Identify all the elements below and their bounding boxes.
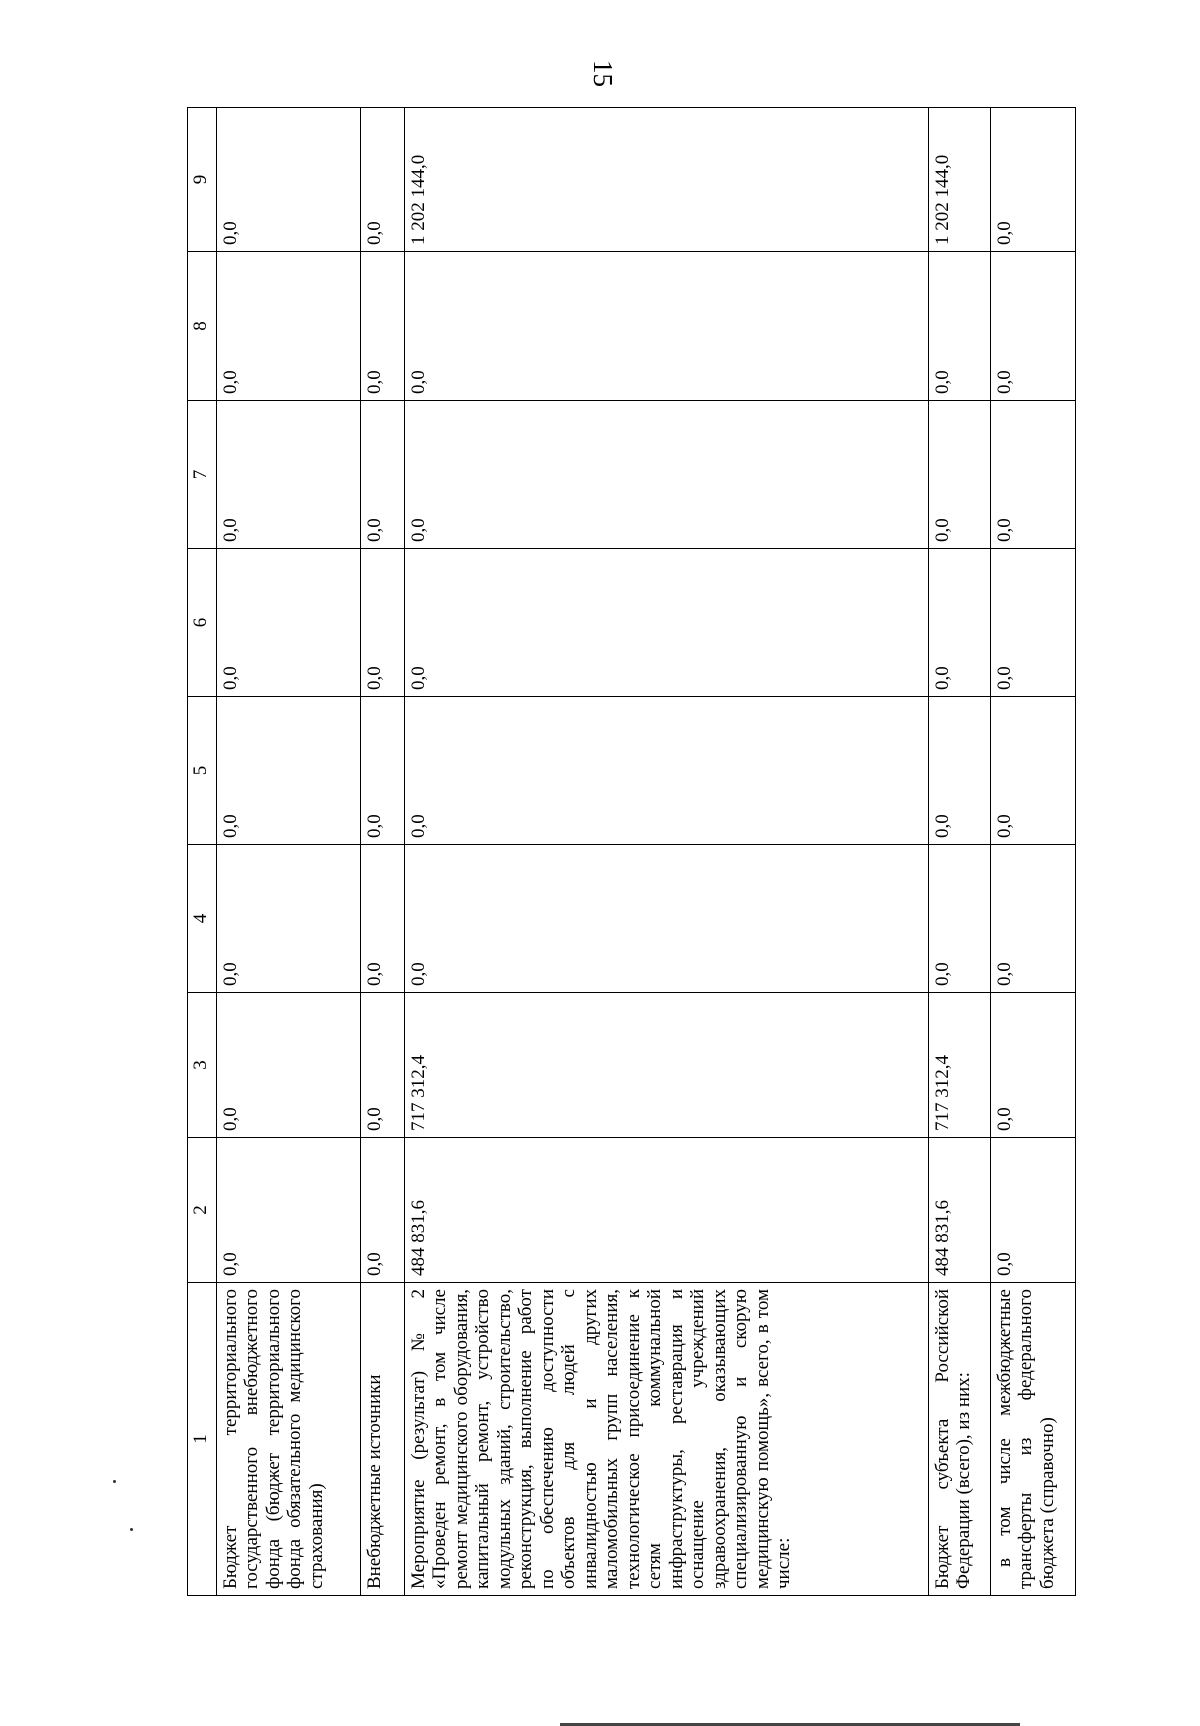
table-cell: 0,0 xyxy=(405,845,929,993)
table-row xyxy=(361,108,405,1596)
table-cell: 0,0 xyxy=(361,697,405,845)
table-cell: 0,0 xyxy=(217,252,361,401)
table-cell: 0,0 xyxy=(217,993,361,1138)
column-header: 5 xyxy=(188,697,217,845)
table-cell: 484 831,6 xyxy=(929,1138,991,1283)
table-cell: 0,0 xyxy=(361,845,405,993)
table-cell: 0,0 xyxy=(361,1138,405,1283)
table-cell: 0,0 xyxy=(361,993,405,1138)
table-cell: 0,0 xyxy=(929,697,991,845)
table-header-row xyxy=(188,108,217,1596)
row-label: Бюджет территориального государственного внебюджетного фонда (бюджет территориального фонда обязательного медицинского страхования) xyxy=(217,1283,361,1596)
table-cell: 0,0 xyxy=(217,108,361,252)
scan-speck xyxy=(113,1480,116,1483)
row-label: в том числе межбюджетные трансферты из федерального бюджета (справочно) xyxy=(991,1283,1076,1596)
table-cell: 0,0 xyxy=(991,1138,1076,1283)
column-header: 4 xyxy=(188,845,217,993)
rotated-table-container xyxy=(187,108,1072,1596)
table-cell: 717 312,4 xyxy=(405,993,929,1138)
table-cell: 0,0 xyxy=(405,697,929,845)
table-cell: 717 312,4 xyxy=(929,993,991,1138)
table-cell: 0,0 xyxy=(217,401,361,549)
page-number: 15 xyxy=(588,60,618,87)
table-row xyxy=(991,108,1076,1596)
table-cell: 0,0 xyxy=(929,549,991,697)
table-cell: 484 831,6 xyxy=(405,1138,929,1283)
table-cell: 0,0 xyxy=(361,108,405,252)
column-header: 7 xyxy=(188,401,217,549)
table-cell: 0,0 xyxy=(361,252,405,401)
table-row xyxy=(929,108,991,1596)
table-cell: 0,0 xyxy=(929,845,991,993)
table-cell: 0,0 xyxy=(991,845,1076,993)
row-label: Бюджет субъекта Российской Федерации (всего), из них: xyxy=(929,1283,991,1596)
table-cell: 0,0 xyxy=(405,401,929,549)
column-header: 9 xyxy=(188,108,217,252)
column-header: 8 xyxy=(188,252,217,401)
table-cell: 0,0 xyxy=(361,401,405,549)
table-cell: 0,0 xyxy=(405,549,929,697)
table-cell: 0,0 xyxy=(217,697,361,845)
budget-table xyxy=(187,107,1076,1596)
table-cell: 0,0 xyxy=(929,252,991,401)
column-header: 3 xyxy=(188,993,217,1138)
table-cell: 0,0 xyxy=(217,845,361,993)
column-header: 6 xyxy=(188,549,217,697)
table-cell: 0,0 xyxy=(991,108,1076,252)
table-row xyxy=(217,108,361,1596)
table-cell: 0,0 xyxy=(991,697,1076,845)
table-cell: 0,0 xyxy=(405,252,929,401)
table-cell: 0,0 xyxy=(217,549,361,697)
table-cell: 0,0 xyxy=(991,993,1076,1138)
table-cell: 0,0 xyxy=(991,401,1076,549)
table-cell: 0,0 xyxy=(361,549,405,697)
column-header: 2 xyxy=(188,1138,217,1283)
table-cell: 0,0 xyxy=(991,252,1076,401)
row-label: Мероприятие (результат) № 2 «Проведен ремонт, в том числе ремонт медицинского оборудования, капитальный ремонт, устройство модульных зданий, строительство, реконструкция, выполнение работ по обеспечению доступности объектов для людей с инвалидностью и других маломобильных групп населения, технологическое присоединение к сетям коммунальной инфраструктуры, реставрация и оснащение учреждений здравоохранения, оказывающих специализированную и скорую медицинскую помощь», всего, в том числе: xyxy=(405,1283,929,1596)
row-label: Внебюджетные источники xyxy=(361,1283,405,1596)
table-row xyxy=(405,108,929,1596)
table-cell: 1 202 144,0 xyxy=(405,108,929,252)
table-cell: 0,0 xyxy=(929,401,991,549)
table-cell: 1 202 144,0 xyxy=(929,108,991,252)
table-cell: 0,0 xyxy=(991,549,1076,697)
column-header: 1 xyxy=(188,1283,217,1596)
table-cell: 0,0 xyxy=(217,1138,361,1283)
scan-speck xyxy=(130,1528,133,1531)
